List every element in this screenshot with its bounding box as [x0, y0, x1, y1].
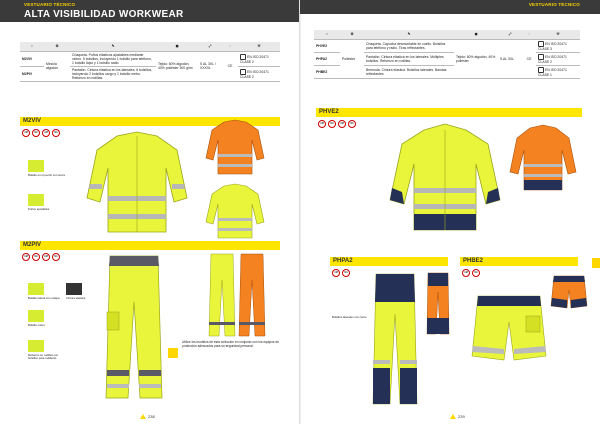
jacket-yellow-thumb [204, 182, 266, 240]
color-swatch[interactable]: AM [42, 129, 50, 137]
norm-text: EN ISO 20471 CLASE 2 [240, 54, 269, 64]
col-care-icon: ◌ [522, 30, 536, 39]
trousers-orange-thumb [238, 252, 266, 338]
right-header [300, 0, 600, 14]
triangle-icon [450, 414, 456, 419]
size-cell: S AL 3XL / XXXXL [198, 51, 222, 81]
col-compo-icon: ◼ [454, 30, 498, 39]
color-swatches-phpa2 [332, 269, 350, 277]
col-material-icon: ⚙ [340, 30, 364, 39]
color-swatch[interactable]: AM [22, 253, 30, 261]
color-swatches-phve2 [318, 120, 356, 128]
page-number-left [140, 414, 155, 419]
color-swatch[interactable]: AM [332, 269, 340, 277]
table-header-row [20, 42, 280, 51]
col-ref-icon: ▪ [20, 42, 44, 51]
norm-text: EN ISO 20471 CLASE 2 [240, 69, 269, 79]
ref-cell: M2VIV [20, 51, 44, 66]
page-title: ALTA VISIBILIDAD WORKWEAR [24, 9, 184, 20]
detail-photo [28, 160, 44, 172]
color-swatch[interactable]: NA [52, 253, 60, 261]
color-swatch[interactable]: AM [318, 120, 326, 128]
cert-cell [536, 39, 580, 52]
bermuda-yellow-navy-main [470, 292, 548, 362]
product-header-m2piv: M2PIV [20, 241, 280, 250]
col-care-icon: ◌ [222, 42, 238, 51]
material-cell: Mezcla algodón [44, 51, 70, 81]
material-cell: Poliéster [340, 39, 364, 78]
left-header [0, 0, 300, 22]
detail-photo [28, 340, 44, 352]
feature-text: Bolsillo metro [28, 323, 45, 327]
left-spec-table [20, 42, 280, 82]
color-swatch[interactable]: AM [338, 120, 346, 128]
table-row [314, 39, 580, 52]
ce-icon: CE [222, 51, 238, 81]
page-number-text: 239 [458, 414, 465, 419]
trousers-yellow-navy-main [372, 272, 418, 408]
desc-cell: Pantalón. Cintura elástica en los laterales. 6 bolsillos, incluyendo 2 bolsillos cargo y 1 bolsillo metro. Refuerzo en rodillas. [70, 66, 156, 81]
col-cert-icon: ⛨ [536, 30, 580, 39]
detail-photo [28, 310, 44, 322]
compo-cell: Tejido: 60% algodón, 40% poliéster 300 g/m² [156, 51, 198, 81]
color-swatch[interactable]: NA [342, 269, 350, 277]
table-row [20, 51, 280, 66]
color-swatches-m2viv [22, 129, 60, 137]
norm-text: EN ISO 20471 CLASE 2 [538, 54, 567, 64]
detail-photo [66, 283, 82, 295]
col-desc-icon: ✎ [364, 30, 454, 39]
color-swatches-phbe2 [462, 269, 480, 277]
feature-text: Bolsillo lateral con solapa [28, 296, 60, 300]
bermuda-orange-navy-thumb [550, 274, 588, 310]
size-cell: S AL 3XL [498, 39, 522, 78]
desc-cell: Bermuda. Cintura elástica. Bolsillos laterales. Bandas reflectantes. [364, 65, 454, 78]
col-desc-icon: ✎ [70, 42, 156, 51]
feature-text: Puños ajustables [28, 207, 50, 211]
section-tab [592, 258, 600, 268]
norm-text: EN ISO 20471 CLASE 3 [538, 41, 567, 51]
color-swatch[interactable]: NA [472, 269, 480, 277]
col-material-icon: ⚙ [44, 42, 70, 51]
feature-text: Cintura elástica [66, 296, 86, 300]
product-header-m2viv: M2VIV [20, 117, 280, 126]
ref-cell: PHVE2 [314, 39, 340, 52]
desc-cell: Pantalón. Cintura elástica en los laterales. Múltiples bolsillos. Refuerzo en rodillas. [364, 52, 454, 65]
color-swatch[interactable]: NA [348, 120, 356, 128]
trousers-yellow-thumb [208, 252, 236, 338]
color-swatch[interactable]: AM [462, 269, 470, 277]
ref-cell: PHBE2 [314, 65, 340, 78]
usage-note: Utilice los modelos de esta colección en conjunto con los equipos de protección adecuados para su seguridad personal. [182, 340, 279, 348]
desc-cell: Chaqueta. Puños elásticos ajustables mediante velcro. 5 bolsillos, incluyendo 1 bolsillo para teléfono, 1 bolsillo lápiz y 1 bolsillo radio. [70, 51, 156, 66]
col-compo-icon: ◼ [156, 42, 198, 51]
table-header-row [314, 30, 580, 39]
color-swatch[interactable]: AM [42, 253, 50, 261]
col-cert-icon: ⛨ [238, 42, 280, 51]
triangle-icon [140, 414, 146, 419]
right-spec-table [314, 30, 580, 79]
feature-text: Bolsillos laterales con cierre [332, 315, 367, 319]
page-number-right [450, 414, 465, 419]
product-header-phve2: PHVE2 [316, 108, 582, 117]
jacket-yellow-main [82, 128, 192, 238]
norm-text: EN ISO 20471 CLASE 1 [538, 67, 567, 77]
product-header-phbe2: PHBE2 [460, 257, 578, 266]
col-size-icon: ⤢ [498, 30, 522, 39]
col-size-icon: ⤢ [198, 42, 222, 51]
color-swatches-m2piv [22, 253, 60, 261]
feature-text: Refuerzo en rodillas con bolsillos para rodilleras [28, 353, 59, 361]
left-kicker: VESTUARIO TÉCNICO [24, 2, 76, 7]
color-swatch[interactable]: NA [328, 120, 336, 128]
product-header-phpa2: PHPA2 [330, 257, 448, 266]
cert-cell [238, 66, 280, 81]
info-icon [168, 348, 178, 358]
desc-cell: Chaqueta. Capucha desmontable en cuello. Bolsillos para teléfono y radio. Tiras reflectantes. [364, 39, 454, 52]
trousers-yellow-main [104, 252, 164, 402]
page-number-text: 238 [148, 414, 155, 419]
detail-photo [28, 283, 44, 295]
jacket-orange-navy-thumb [508, 124, 578, 192]
col-ref-icon: ▪ [314, 30, 340, 39]
jacket-orange-thumb [204, 118, 266, 176]
jacket-yellow-navy-main [386, 122, 504, 234]
right-kicker: VESTUARIO TÉCNICO [528, 2, 580, 7]
feature-text: Bolsillo en el pecho con cierre [28, 173, 66, 177]
cert-cell [536, 65, 580, 78]
detail-photo [28, 194, 44, 206]
trousers-orange-navy-thumb [426, 272, 450, 336]
color-swatch[interactable]: AM [22, 129, 30, 137]
compo-cell: Tejido: 60% algodón, 40% poliéster [454, 39, 498, 78]
right-page [300, 0, 600, 424]
color-swatch[interactable]: NA [52, 129, 60, 137]
ref-cell: PHPA2 [314, 52, 340, 65]
ref-cell: M2PIV [20, 66, 44, 81]
cert-cell [238, 51, 280, 66]
cert-cell [536, 52, 580, 65]
color-swatch[interactable]: NA [32, 129, 40, 137]
ce-icon: CE [522, 39, 536, 78]
color-swatch[interactable]: NA [32, 253, 40, 261]
